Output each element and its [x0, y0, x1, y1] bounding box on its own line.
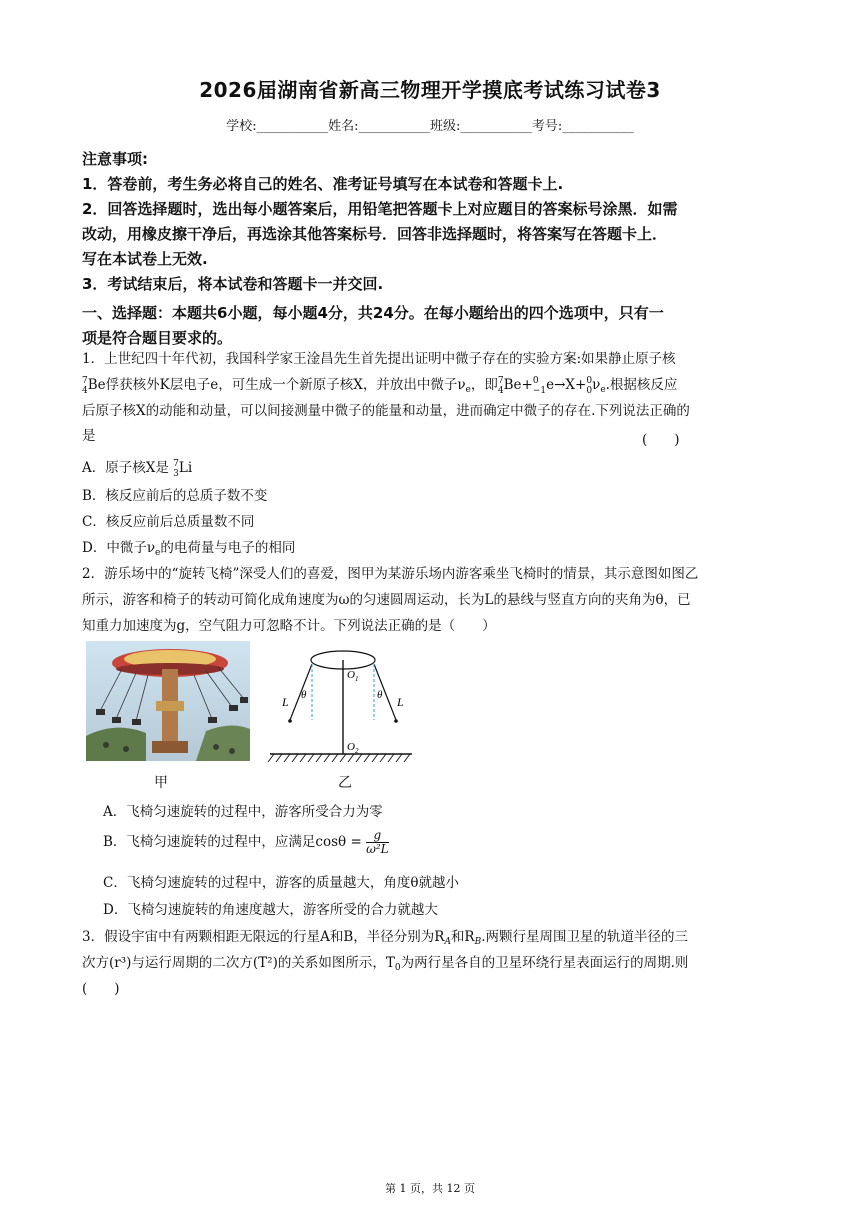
page-footer: 第 1 页，共 12 页 [385, 1182, 475, 1195]
svg-text:O1: $O_1$ [347, 669, 359, 683]
notice-3: 3．考试结束后，将本试卷和答题卡一并交回. [82, 275, 384, 293]
q1-line1: 1．上世纪四十年代初，我国科学家王淦昌先生首先提出证明中微子存在的实验方案:如果静止原子核 [82, 351, 676, 367]
figure-a-caption: 甲 [154, 775, 168, 791]
q2-option-d: D．飞椅匀速旋转的角速度越大，游客所受的合力就越大 [103, 902, 438, 918]
q2-line3: 知重力加速度为g，空气阻力可忽略不计。下列说法正确的是（ ） [82, 618, 496, 634]
notice-1: 1．答卷前，考生务必将自己的姓名、准考证号填写在本试卷和答题卡上. [82, 175, 564, 193]
q3-line1: 3．假设宇宙中有两颗相距无限远的行星A和B，半径分别为$R_A$和$R_B$.两颗行星周围卫星的轨道半径的三 [82, 929, 689, 947]
student-info-line: 学校:___________姓名:___________班级:___________考号:___________ [226, 119, 634, 134]
notice-2-cont: 改动，用橡皮擦干净后，再选涂其他答案标号．回答非选择题时，将答案写在答题卡上． [82, 225, 668, 243]
section-heading: 一、选择题：本题共6小题，每小题4分，共24分。在每小题给出的四个选项中，只有一 [82, 304, 664, 322]
swing-ride-photo [86, 641, 250, 761]
svg-text:O2: $O_2$ [347, 741, 359, 755]
q1-line4: 是 [82, 428, 96, 444]
svg-text:L: L [282, 695, 289, 709]
q1-option-b: B．核反应前后的总质子数不变 [82, 488, 268, 504]
svg-text:θ: θ [301, 689, 307, 701]
section-heading-cont: 项是符合题目要求的。 [82, 329, 233, 347]
q3-line2: 次方(r³)与运行周期的二次方(T²)的关系如图所示，$T_0$为两行星各自的卫星环绕行星表面运行的周期.则 [82, 955, 689, 973]
svg-text:θ: θ [377, 689, 383, 701]
q1-option-c: C．核反应前后总质量数不同 [82, 514, 255, 530]
q2-option-b-fraction: $\frac{g}{\text{ω²L}}$ [366, 828, 389, 856]
notice-2: 2．回答选择题时，选出每小题答案后，用铅笔把答题卡上对应题目的答案标号涂黑．如需 [82, 200, 678, 218]
svg-text:L: L [397, 695, 404, 709]
figure-b-caption: 乙 [338, 775, 352, 791]
q1-option-d: D．中微子$\nu_e$的电荷量与电子的相同 [82, 540, 296, 558]
q1-line3: 后原子核X的动能和动量，可以间接测量中微子的能量和动量，进而确定中微子的存在.下列说法正确的 [82, 403, 690, 419]
q2-option-a: A．飞椅匀速旋转的过程中，游客所受合力为零 [103, 804, 383, 820]
q1-answer-bracket: ( ) [642, 432, 680, 448]
swing-ride-diagram [268, 636, 418, 770]
q2-line1: 2．游乐场中的“旋转飞椅”深受人们的喜爱，图甲为某游乐场内游客乘坐飞椅时的情景，其示意图如图乙 [82, 566, 699, 582]
notice-heading: 注意事项: [82, 150, 148, 168]
q2-line2: 所示，游客和椅子的转动可简化成角速度为ω的匀速圆周运动，长为L的悬线与竖直方向的夹角为θ，已 [82, 592, 691, 608]
notice-2-cont2: 写在本试卷上无效. [82, 250, 208, 268]
q2-option-b: B．飞椅匀速旋转的过程中，应满足cosθ = $\frac{g}{\text{ω²L}}$ [103, 828, 389, 856]
q3-line3: ( ) [82, 981, 120, 997]
exam-title: 2026届湖南省新高三物理开学摸底考试练习试卷3 [199, 78, 661, 102]
q1-line2: 7 4Be俘获核外K层电子e，可生成一个新原子核X，并放出中微子$\nu_e$，即7 4Be+0 −1e→X+0 $0\nu_e$.根据核反应 [82, 375, 678, 396]
q1-option-a: A．原子核X是 7 3Li [82, 458, 193, 479]
q2-option-c: C．飞椅匀速旋转的过程中，游客的质量越大，角度θ就越小 [103, 875, 459, 891]
